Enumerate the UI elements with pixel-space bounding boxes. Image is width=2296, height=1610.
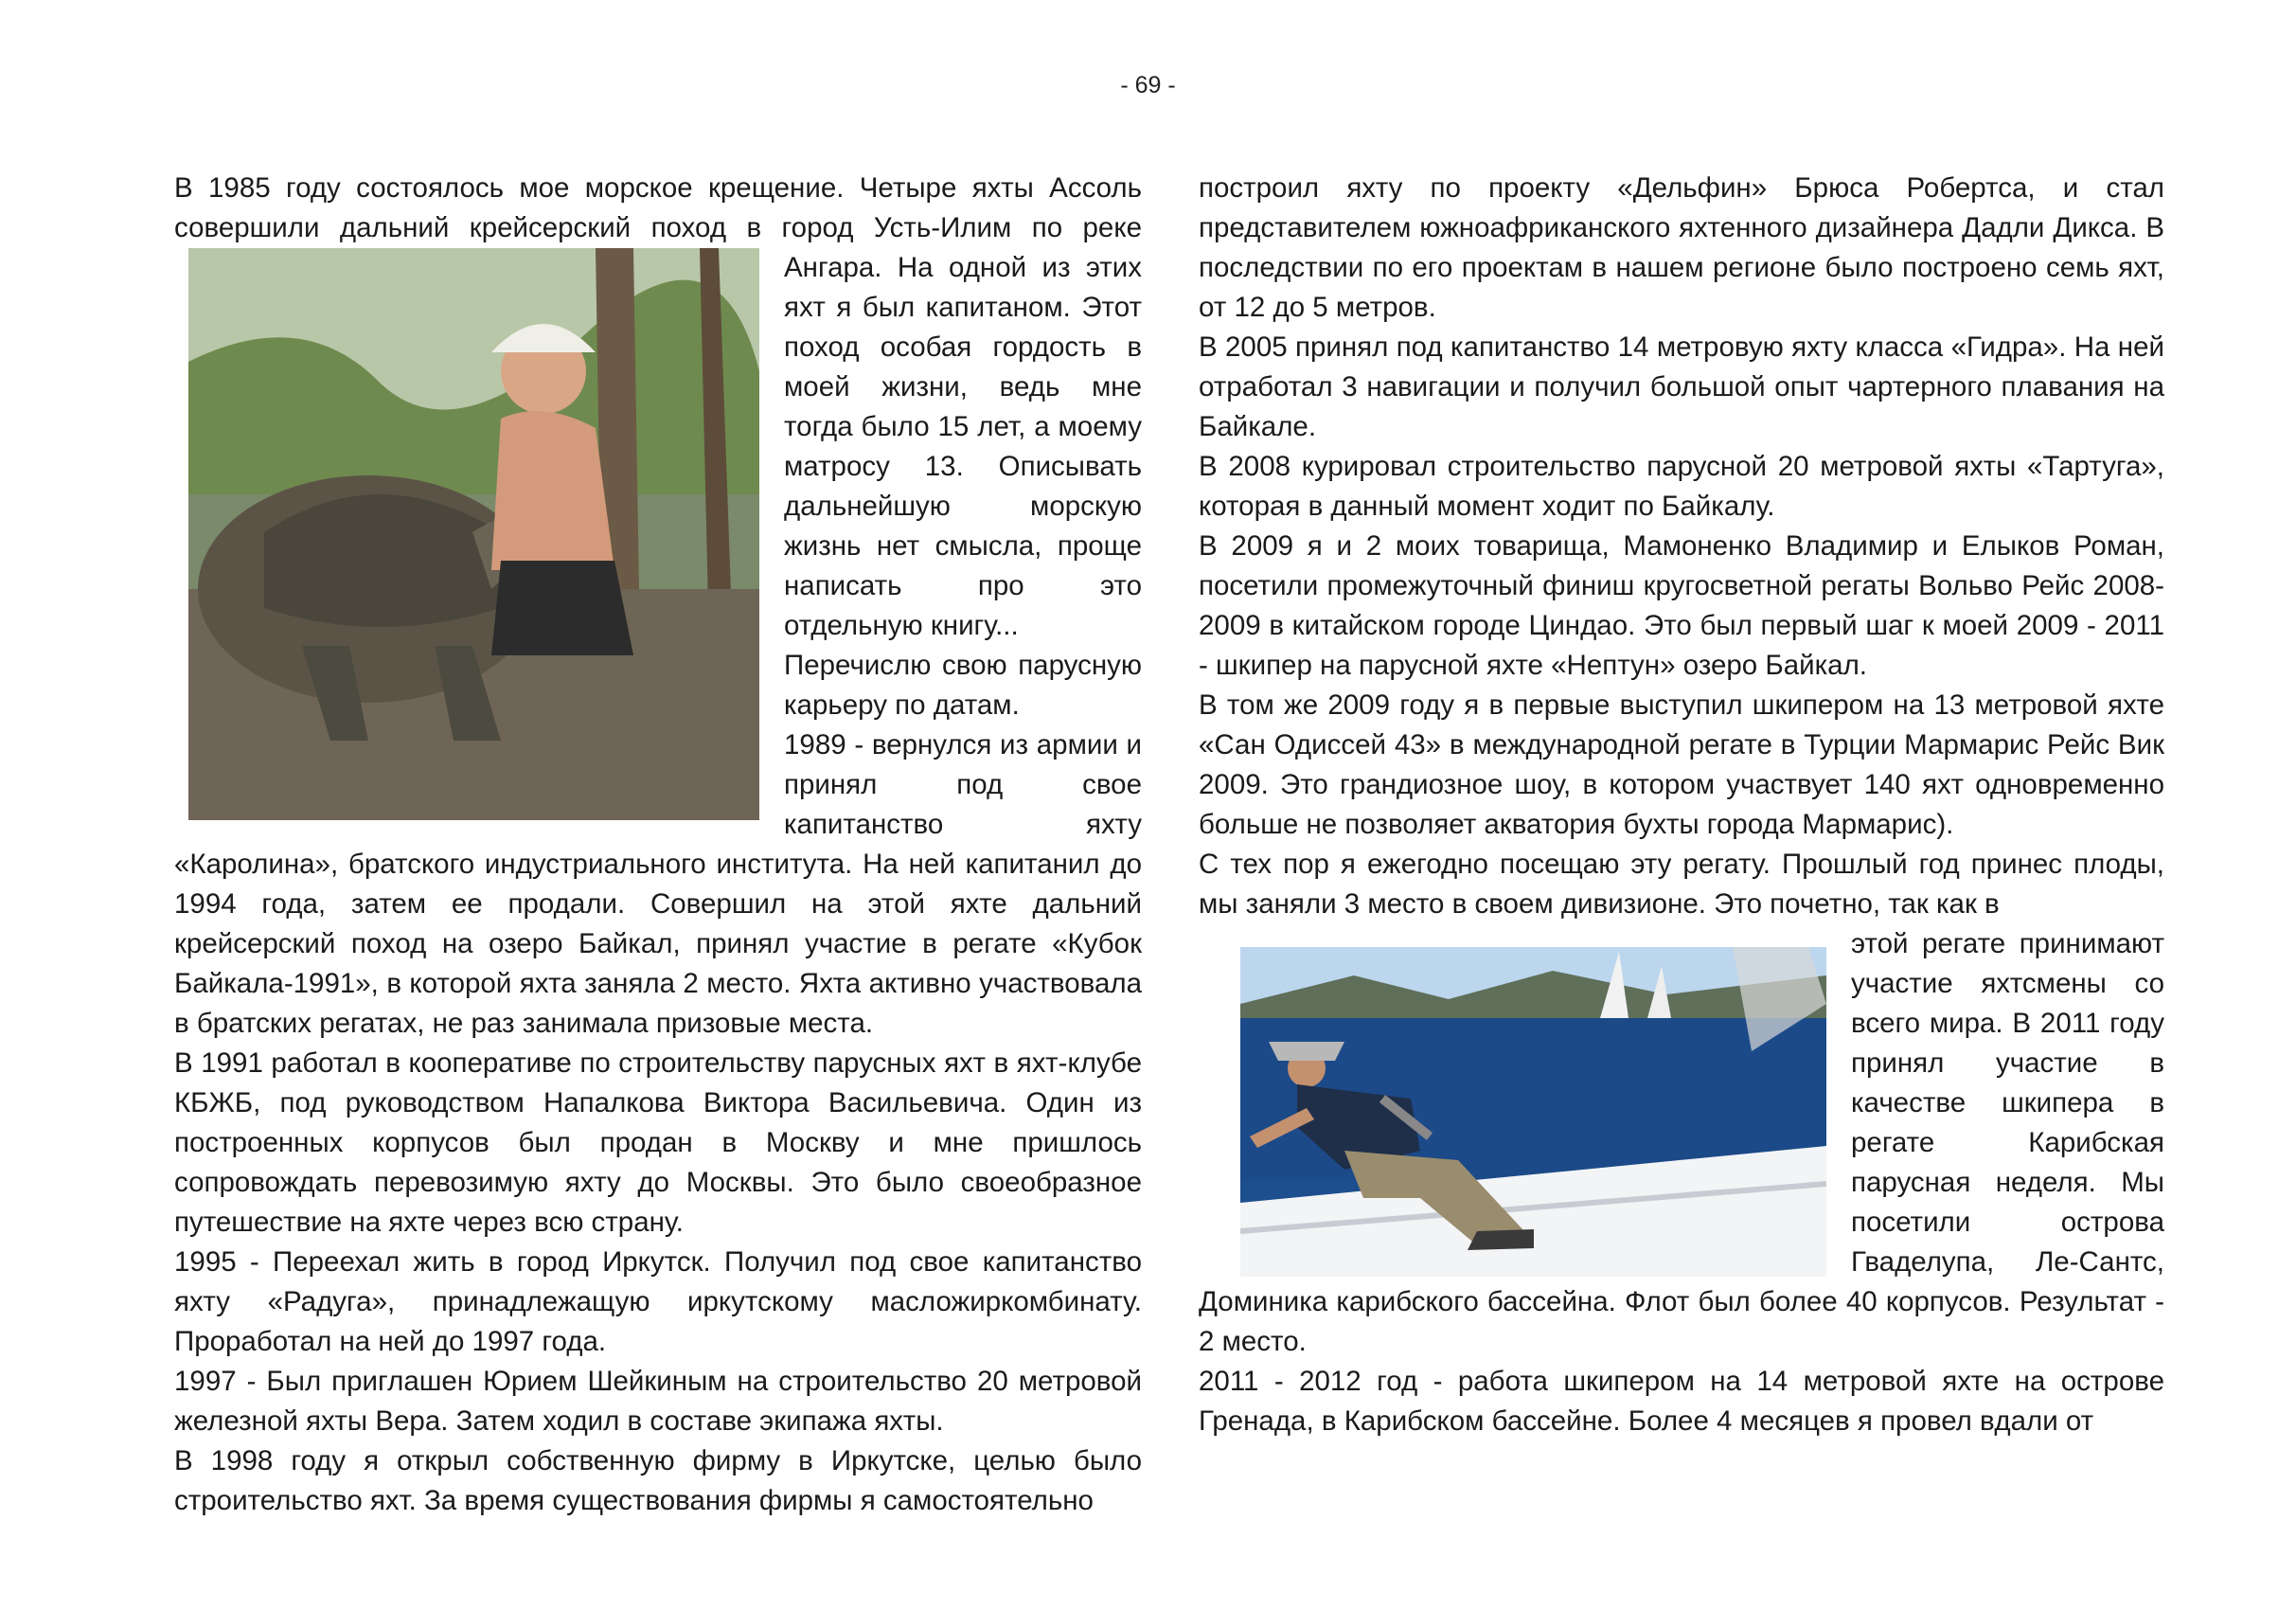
paragraph: этой регате принимают участие яхтсмены со всего мира. В 2011 году принял участие в качестве шкипера в регате Карибская парусная неделя. Мы посетили острова Гваделупа, Ле-Сантс, Доминика карибского бассейна. Флот был более 40 корпусов. Результат - 2 место. <box>1199 928 2164 1357</box>
paragraph: В 2008 курировал строительство парусной 20 метровой яхты «Тартуга», которая в данный момент ходит по Байкалу. <box>1199 451 2164 522</box>
left-column <box>174 169 1142 1521</box>
paragraph: С тех пор я ежегодно посещаю эту регату. Прошлый год принес плоды, мы заняли 3 место в своем дивизионе. Это почетно, так как в <box>1199 849 2164 920</box>
paragraph: 1997 - Был приглашен Юрием Шейкиным на строительство 20 метровой железной яхты Вера. Затем ходил в составе экипажа яхты. <box>174 1366 1142 1437</box>
paragraph: В том же 2009 году я в первые выступил шкипером на 13 метровой яхте «Сан Одиссей 43» в международной регате в Турции Мармарис Рейс Вик 2009. Это грандиозное шоу, в котором участвует 140 яхт одновременно больше не позволяет акватория бухты города Мармарис). <box>1199 689 2164 840</box>
paragraph: Перечислю свою парусную карьеру по датам. <box>784 650 1142 721</box>
paragraph: 1995 - Переехал жить в город Иркутск. Получил под свое капитанство яхту «Радуга», принадлежащую иркутскому масложиркомбинату. Проработал на ней до 1997 года. <box>174 1246 1142 1357</box>
paragraph: 1989 - вернулся из армии и принял под свое капитанство яхту «Каролина», братского индустриального института. На ней капитанил до 1994 года, затем ее продали. Совершил на этой яхте дальний крейсерский поход на озеро Байкал, принял участие в регате «Кубок Байкала-1991», в которой яхта заняла 2 место. Яхта активно участвовала в братских регатах, не раз занимала призовые места. <box>174 729 1142 1039</box>
paragraph: В 1991 работал в кооперативе по строительству парусных яхт в яхт-клубе КБЖБ, под руководством Напалкова Виктора Васильевича. Один из построенных корпусов был продан в Москву и мне пришлось сопровождать перевозимую яхту до Москвы. Это было своеобразное путешествие на яхте через всю страну. <box>174 1047 1142 1238</box>
paragraph: В 1985 году состоялось мое морское крещение. Четыре яхты Ассоль совершили дальний крейсерский поход в город Усть-Илим по реке Ангара. На одной из этих яхт я был капитаном. Этот поход особая гордость в моей жизни, ведь мне тогда было 15 лет, а моему матросу 13. Описывать дальнейшую морскую жизнь нет смысла, проще написать про это отдельную книгу... <box>174 169 1142 646</box>
page-number: - 69 - <box>1120 72 1176 98</box>
photo-yacht-skipper <box>1240 947 1826 1277</box>
paragraph: 2011 - 2012 год - работа шкипером на 14 метровой яхте на острове Гренада, в Карибском бассейне. Более 4 месяцев я провел вдали от <box>1199 1366 2164 1437</box>
paragraph: В 2005 принял под капитанство 14 метровую яхту класса «Гидра». На ней отработал 3 навигации и получил большой опыт чартерного плавания на Байкале. <box>1199 331 2164 442</box>
paragraph: В 2009 я и 2 моих товарища, Мамоненко Владимир и Елыков Роман, посетили промежуточный финиш кругосветной регаты Вольво Рейс 2008-2009 в китайском городе Циндао. Это был первый шаг к моей 2009 - 2011 - шкипер на парусной яхте «Нептун» озеро Байкал. <box>1199 530 2164 681</box>
paragraph: В 1998 году я открыл собственную фирму в Иркутске, целью было строительство яхт. За время существования фирмы я самостоятельно <box>174 1445 1142 1516</box>
photo-tortoise-man <box>188 248 759 820</box>
paragraph: построил яхту по проекту «Дельфин» Брюса Робертса, и стал представителем южноафриканского яхтенного дизайнера Дадли Дикса. В последствии по его проектам в нашем регионе было построено семь яхт, от 12 до 5 метров. <box>1199 172 2164 323</box>
right-column <box>1199 169 2164 1441</box>
